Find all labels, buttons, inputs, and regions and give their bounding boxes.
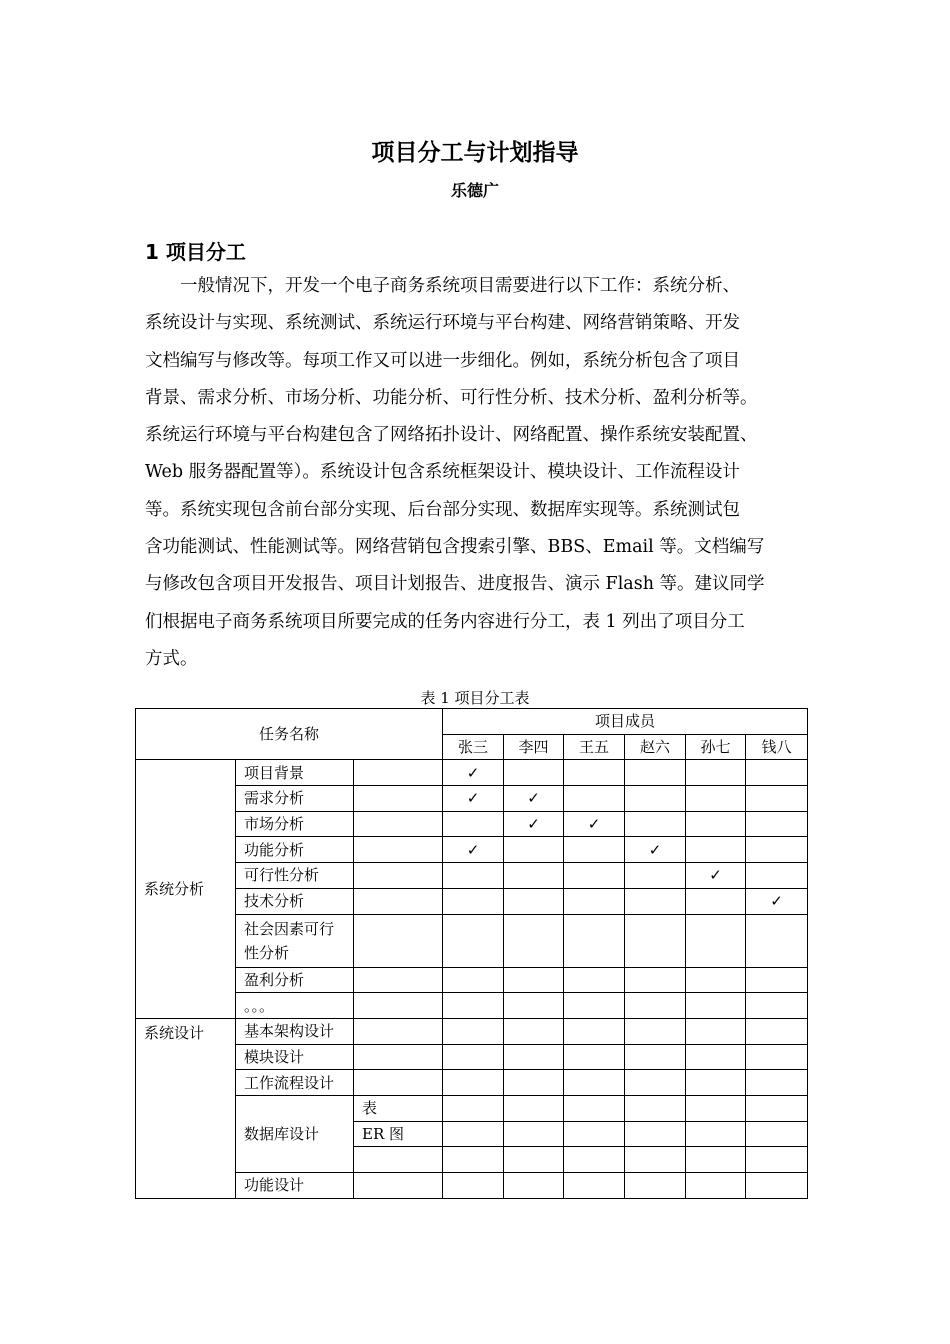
table-row — [136, 760, 808, 786]
empty-cell — [443, 1147, 504, 1173]
subtask-cell — [354, 1173, 443, 1199]
table-row — [136, 1044, 808, 1070]
empty-cell — [564, 1121, 625, 1147]
empty-cell — [686, 1095, 746, 1121]
subtask-cell — [354, 786, 443, 812]
task-name-cell: 。。。 — [236, 993, 354, 1019]
empty-cell — [564, 1070, 625, 1096]
task-name-cell: 功能设计 — [236, 1173, 354, 1199]
empty-cell — [746, 1018, 808, 1044]
empty-cell — [443, 1173, 504, 1199]
empty-cell — [504, 888, 564, 914]
empty-cell — [746, 914, 808, 967]
table-row — [136, 914, 808, 967]
empty-cell — [504, 1018, 564, 1044]
empty-cell — [686, 914, 746, 967]
empty-cell — [746, 837, 808, 863]
table-row — [136, 863, 808, 889]
member-name: 孙七 — [686, 734, 746, 760]
empty-cell — [686, 967, 746, 993]
empty-cell — [746, 863, 808, 889]
task-name-cell: 功能分析 — [236, 837, 354, 863]
empty-cell — [564, 1147, 625, 1173]
table-row — [136, 1018, 808, 1044]
member-name: 张三 — [443, 734, 504, 760]
empty-cell — [746, 760, 808, 786]
empty-cell — [746, 1173, 808, 1199]
subtask-cell — [354, 1018, 443, 1044]
empty-cell — [443, 1018, 504, 1044]
table-row — [136, 1173, 808, 1199]
subtask-cell — [354, 888, 443, 914]
empty-cell — [746, 786, 808, 812]
subtask-cell — [354, 993, 443, 1019]
empty-cell — [504, 1070, 564, 1096]
empty-cell — [625, 786, 686, 812]
member-name: 李四 — [504, 734, 564, 760]
empty-cell — [625, 1095, 686, 1121]
empty-cell — [443, 1070, 504, 1096]
empty-cell — [443, 863, 504, 889]
empty-cell — [564, 914, 625, 967]
empty-cell — [625, 967, 686, 993]
empty-cell — [504, 1147, 564, 1173]
empty-cell — [686, 1070, 746, 1096]
paragraph-line: Web 服务器配置等）。系统设计包含系统框架设计、模块设计、工作流程设计 — [145, 462, 740, 483]
check-mark-icon: ✓ — [746, 888, 808, 914]
task-name-header: 任务名称 — [136, 709, 443, 760]
empty-cell — [625, 914, 686, 967]
empty-cell — [746, 1147, 808, 1173]
member-name: 钱八 — [746, 734, 808, 760]
empty-cell — [746, 1095, 808, 1121]
empty-cell — [625, 863, 686, 889]
paragraph-line: 含功能测试、性能测试等。网络营销包含搜索引擎、BBS、Email 等。文档编写 — [145, 537, 765, 558]
empty-cell — [686, 888, 746, 914]
paragraph-line: 们根据电子商务系统项目所要完成的任务内容进行分工，表 1 列出了项目分工 — [145, 611, 745, 632]
empty-cell — [504, 863, 564, 889]
subtask-cell — [354, 760, 443, 786]
group-label-system-design: 系统设计 — [136, 1018, 236, 1198]
check-mark-icon: ✓ — [443, 786, 504, 812]
section-heading: 1 项目分工 — [145, 240, 246, 264]
empty-cell — [686, 1121, 746, 1147]
task-name-cell: 基本架构设计 — [236, 1018, 354, 1044]
paragraph-line: 方式。 — [145, 648, 198, 669]
task-name-cell: 市场分析 — [236, 811, 354, 837]
empty-cell — [564, 993, 625, 1019]
empty-cell — [686, 786, 746, 812]
empty-cell — [625, 1121, 686, 1147]
task-name-cell: 需求分析 — [236, 786, 354, 812]
empty-cell — [686, 993, 746, 1019]
table-caption: 表 1 项目分工表 — [420, 689, 530, 707]
check-mark-icon: ✓ — [625, 837, 686, 863]
empty-cell — [504, 837, 564, 863]
empty-cell — [625, 1070, 686, 1096]
empty-cell — [504, 993, 564, 1019]
paragraph-line: 一般情况下，开发一个电子商务系统项目需要进行以下工作：系统分析、 — [180, 276, 740, 296]
task-assignment-table — [135, 708, 808, 1199]
empty-cell — [564, 786, 625, 812]
section-paragraph — [145, 268, 807, 678]
subtask-cell: 表 — [354, 1095, 443, 1121]
empty-cell — [625, 1044, 686, 1070]
empty-cell — [746, 967, 808, 993]
table-header-row — [136, 709, 808, 735]
members-header: 项目成员 — [443, 709, 808, 735]
task-name-cell: 盈利分析 — [236, 967, 354, 993]
subtask-cell — [354, 837, 443, 863]
empty-cell — [686, 760, 746, 786]
empty-cell — [564, 1095, 625, 1121]
empty-cell — [504, 1095, 564, 1121]
table-row — [136, 993, 808, 1019]
document-title: 项目分工与计划指导 — [371, 140, 579, 166]
empty-cell — [686, 1147, 746, 1173]
member-name: 王五 — [564, 734, 625, 760]
table-row — [136, 811, 808, 837]
paragraph-line: 系统运行环境与平台构建包含了网络拓扑设计、网络配置、操作系统安装配置、 — [145, 425, 758, 446]
check-mark-icon: ✓ — [443, 760, 504, 786]
empty-cell — [746, 1044, 808, 1070]
empty-cell — [504, 1044, 564, 1070]
empty-cell — [504, 967, 564, 993]
check-mark-icon: ✓ — [443, 837, 504, 863]
empty-cell — [625, 1173, 686, 1199]
empty-cell — [564, 863, 625, 889]
table-row — [136, 1070, 808, 1096]
empty-cell — [625, 811, 686, 837]
task-name-cell: 工作流程设计 — [236, 1070, 354, 1096]
empty-cell — [564, 1044, 625, 1070]
document-author: 乐德广 — [450, 181, 499, 200]
empty-cell — [504, 914, 564, 967]
check-mark-icon: ✓ — [686, 863, 746, 889]
subtask-cell: ER 图 — [354, 1121, 443, 1147]
empty-cell — [443, 1121, 504, 1147]
member-name: 赵六 — [625, 734, 686, 760]
task-name-cell: 模块设计 — [236, 1044, 354, 1070]
empty-cell — [564, 967, 625, 993]
table-row — [136, 786, 808, 812]
task-name-cell: 技术分析 — [236, 888, 354, 914]
empty-cell — [443, 1044, 504, 1070]
check-mark-icon: ✓ — [504, 786, 564, 812]
empty-cell — [443, 811, 504, 837]
subtask-cell — [354, 811, 443, 837]
empty-cell — [443, 967, 504, 993]
empty-cell — [504, 1121, 564, 1147]
empty-cell — [564, 837, 625, 863]
empty-cell — [625, 993, 686, 1019]
empty-cell — [686, 837, 746, 863]
empty-cell — [746, 993, 808, 1019]
empty-cell — [746, 1070, 808, 1096]
table-row — [136, 967, 808, 993]
empty-cell — [746, 811, 808, 837]
empty-cell — [504, 1173, 564, 1199]
table-row — [136, 1095, 808, 1121]
group-label-system-analysis: 系统分析 — [136, 760, 236, 1019]
subtask-cell — [354, 863, 443, 889]
task-name-cell: 可行性分析 — [236, 863, 354, 889]
empty-cell — [686, 811, 746, 837]
table-row — [136, 837, 808, 863]
empty-cell — [686, 1018, 746, 1044]
empty-cell — [443, 888, 504, 914]
paragraph-line: 与修改包含项目开发报告、项目计划报告、进度报告、演示 Flash 等。建议同学 — [145, 574, 765, 595]
empty-cell — [504, 760, 564, 786]
empty-cell — [564, 1018, 625, 1044]
subtask-cell — [354, 1044, 443, 1070]
task-name-cell: 项目背景 — [236, 760, 354, 786]
table-row — [136, 888, 808, 914]
empty-cell — [746, 1121, 808, 1147]
empty-cell — [443, 993, 504, 1019]
check-mark-icon: ✓ — [564, 811, 625, 837]
paragraph-line: 等。系统实现包含前台部分实现、后台部分实现、数据库实现等。系统测试包 — [145, 499, 740, 520]
empty-cell — [625, 1018, 686, 1044]
subtask-cell — [354, 1070, 443, 1096]
empty-cell — [564, 760, 625, 786]
paragraph-line: 文档编写与修改等。每项工作又可以进一步细化。例如，系统分析包含了项目 — [145, 350, 740, 371]
subtask-cell — [354, 914, 443, 967]
empty-cell — [686, 1173, 746, 1199]
empty-cell — [625, 1147, 686, 1173]
empty-cell — [564, 888, 625, 914]
empty-cell — [443, 1095, 504, 1121]
empty-cell — [625, 888, 686, 914]
check-mark-icon: ✓ — [504, 811, 564, 837]
empty-cell — [564, 1173, 625, 1199]
subtask-cell — [354, 1147, 443, 1173]
empty-cell — [443, 914, 504, 967]
empty-cell — [625, 760, 686, 786]
task-name-cell: 社会因素可行性分析 — [236, 914, 354, 967]
subtask-cell — [354, 967, 443, 993]
paragraph-line: 系统设计与实现、系统测试、系统运行环境与平台构建、网络营销策略、开发 — [145, 313, 740, 334]
empty-cell — [686, 1044, 746, 1070]
task-name-cell: 数据库设计 — [236, 1095, 354, 1172]
paragraph-line: 背景、需求分析、市场分析、功能分析、可行性分析、技术分析、盈利分析等。 — [145, 387, 758, 408]
